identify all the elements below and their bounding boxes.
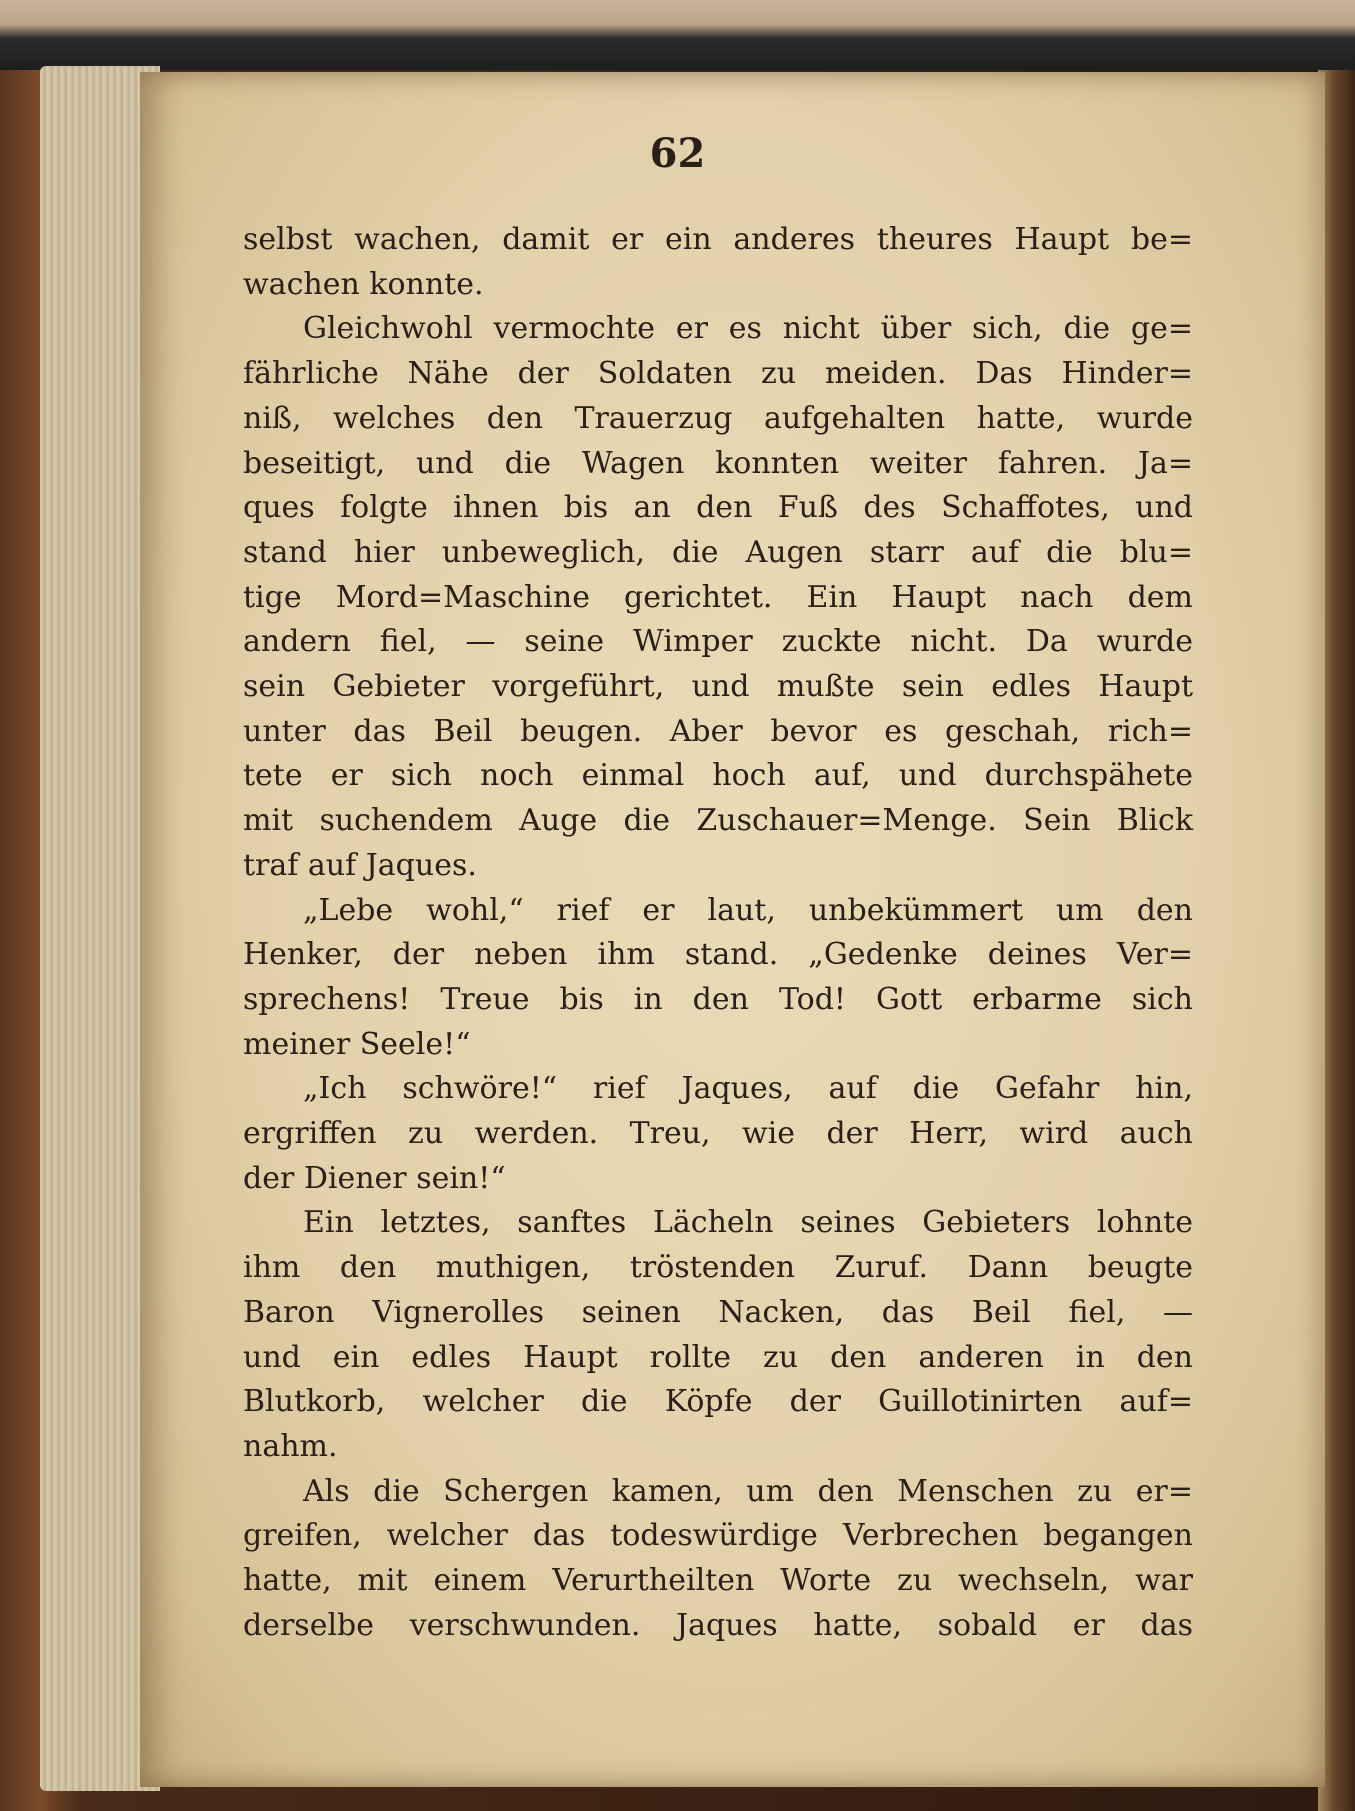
text-line: unter das Beil beugen. Aber bevor es geschah, rich= — [243, 713, 1193, 749]
text-line: wachen konnte. — [243, 266, 484, 302]
text-line: hatte, mit einem Verurtheilten Worte zu wechseln, war — [243, 1563, 1193, 1599]
text-line: niß, welches den Trauerzug aufgehalten hatte, wurde — [243, 400, 1193, 436]
text-line: fährliche Nähe der Soldaten zu meiden. Das Hinder= — [243, 356, 1193, 392]
text-line: tete er sich noch einmal hoch auf, und durchspähete — [243, 758, 1193, 794]
text-line: Ein letztes, sanftes Lächeln seines Gebieters lohnte — [303, 1205, 1193, 1241]
text-line: andern fiel, — seine Wimper zuckte nicht. Da wurde — [243, 624, 1193, 660]
text-line: ergriffen zu werden. Treu, wie der Herr, wird auch — [243, 1116, 1193, 1152]
text-line: Als die Schergen kamen, um den Menschen zu er= — [303, 1473, 1193, 1509]
text-line: nahm. — [243, 1428, 338, 1464]
text-line: ques folgte ihnen bis an den Fuß des Schaffotes, und — [243, 490, 1193, 526]
text-line: „Ich schwöre!“ rief Jaques, auf die Gefahr hin, — [303, 1071, 1193, 1107]
text-line: und ein edles Haupt rollte zu den anderen in den — [243, 1339, 1193, 1375]
text-line: Gleichwohl vermochte er es nicht über sich, die ge= — [303, 311, 1193, 347]
text-line: Baron Vignerolles seinen Nacken, das Beil fiel, — — [243, 1294, 1193, 1330]
page-number: 62 — [649, 130, 706, 177]
text-line: ihm den muthigen, tröstenden Zuruf. Dann beugte — [243, 1250, 1193, 1286]
text-line: der Diener sein!“ — [243, 1160, 506, 1196]
text-line: greifen, welcher das todeswürdige Verbrechen begangen — [243, 1518, 1193, 1554]
text-line: traf auf Jaques. — [243, 847, 477, 883]
text-line: mit suchendem Auge die Zuschauer=Menge. Sein Blick — [243, 803, 1193, 839]
text-line: meiner Seele!“ — [243, 1026, 471, 1062]
text-line: Blutkorb, welcher die Köpfe der Guillotinirten auf= — [243, 1384, 1193, 1420]
text-line: selbst wachen, damit er ein anderes theures Haupt be= — [243, 222, 1193, 257]
text-line: beseitigt, und die Wagen konnten weiter fahren. Ja= — [243, 445, 1193, 481]
page-text — [243, 218, 1193, 1649]
text-line: derselbe verschwunden. Jaques hatte, sobald er das — [243, 1607, 1193, 1643]
text-line: stand hier unbeweglich, die Augen starr auf die blu= — [243, 534, 1193, 570]
text-line: Henker, der neben ihm stand. „Gedenke deines Ver= — [243, 937, 1193, 973]
text-line: sprechens! Treue bis in den Tod! Gott erbarme sich — [243, 981, 1193, 1017]
text-line: tige Mord=Maschine gerichtet. Ein Haupt nach dem — [243, 579, 1193, 615]
book-cover-top — [0, 0, 1355, 70]
text-line: sein Gebieter vorgeführt, und mußte sein edles Haupt — [243, 669, 1193, 705]
text-line: „Lebe wohl,“ rief er laut, unbekümmert um den — [303, 892, 1193, 928]
